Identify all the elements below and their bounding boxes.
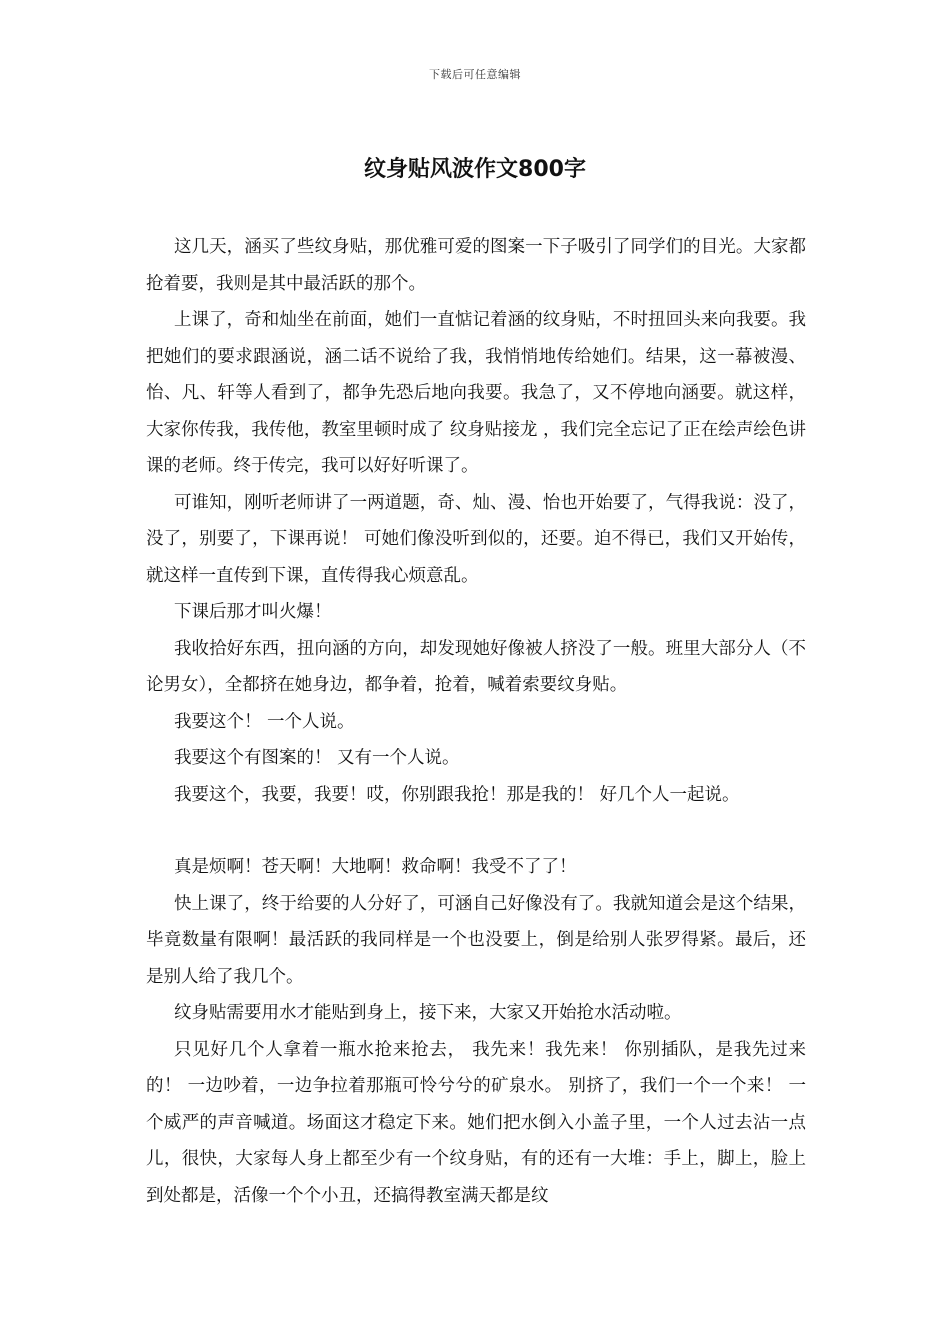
paragraph: 我收拾好东西，扭向涵的方向，却发现她好像被人挤没了一般。班里大部分人（不论男女），全都挤在她身边，都争着，抢着，喊着索要纹身贴。: [146, 638, 806, 695]
paragraph: 我要这个，我要，我要！哎，你别跟我抢！那是我的！ 好几个人一起说。: [174, 784, 740, 805]
paragraph: 上课了，奇和灿坐在前面，她们一直惦记着涵的纹身贴，不时扭回头来向我要。我把她们的要求跟涵说，涵二话不说给了我，我悄悄地传给她们。结果，这一幕被漫、怡、凡、轩等人看到了，都争先恐后地向我要。我急了，又不停地向涵要。就这样，大家你传我，我传他，教室里顿时成了 纹身贴接龙 ，我们完全忘记了正在绘声绘色讲课的老师。终于传完，我可以好好听课了。: [146, 310, 806, 476]
paragraph: 我要这个有图案的！ 又有一个人说。: [174, 748, 460, 768]
paragraph: 下课后那才叫火爆！: [174, 602, 332, 622]
page-header: 下载后可任意编辑: [429, 68, 521, 81]
document-body: [146, 229, 806, 1214]
paragraph: 纹身贴需要用水才能贴到身上，接下来，大家又开始抢水活动啦。: [174, 1003, 682, 1023]
document-title: 纹身贴风波作文800字: [364, 157, 586, 182]
paragraph: 我要这个！ 一个人说。: [174, 711, 355, 732]
paragraph: 真是烦啊！苍天啊！大地啊！救命啊！我受不了了！: [174, 857, 577, 877]
paragraph: 可谁知，刚听老师讲了一两道题，奇、灿、漫、怡也开始要了，气得我说：没了，没了，别要了，下课再说！ 可她们像没听到似的，还要。迫不得已，我们又开始传，就这样一直传到下课，直传得我心烦意乱。: [146, 492, 806, 586]
paragraph: 快上课了，终于给要的人分好了，可涵自己好像没有了。我就知道会是这个结果，毕竟数量有限啊！最活跃的我同样是一个也没要上，倒是给别人张罗得紧。最后，还是别人给了我几个。: [146, 893, 806, 987]
paragraph: 只见好几个人拿着一瓶水抢来抢去， 我先来！我先来！ 你别插队，是我先过来的！ 一边吵着，一边争拉着那瓶可怜兮兮的矿泉水。 别挤了，我们一个一个来！ 一个威严的声音喊道。场面这才稳定下来。她们把水倒入小盖子里，一个人过去沾一点儿，很快，大家每人身上都至少有一个纹身贴，有的还有一大堆：手上，脚上，脸上到处都是，活像一个个小丑，还搞得教室满天都是纹: [146, 1039, 806, 1206]
paragraph: 这几天，涵买了些纹身贴，那优雅可爱的图案一下子吸引了同学们的目光。大家都抢着要，我则是其中最活跃的那个。: [146, 237, 806, 294]
